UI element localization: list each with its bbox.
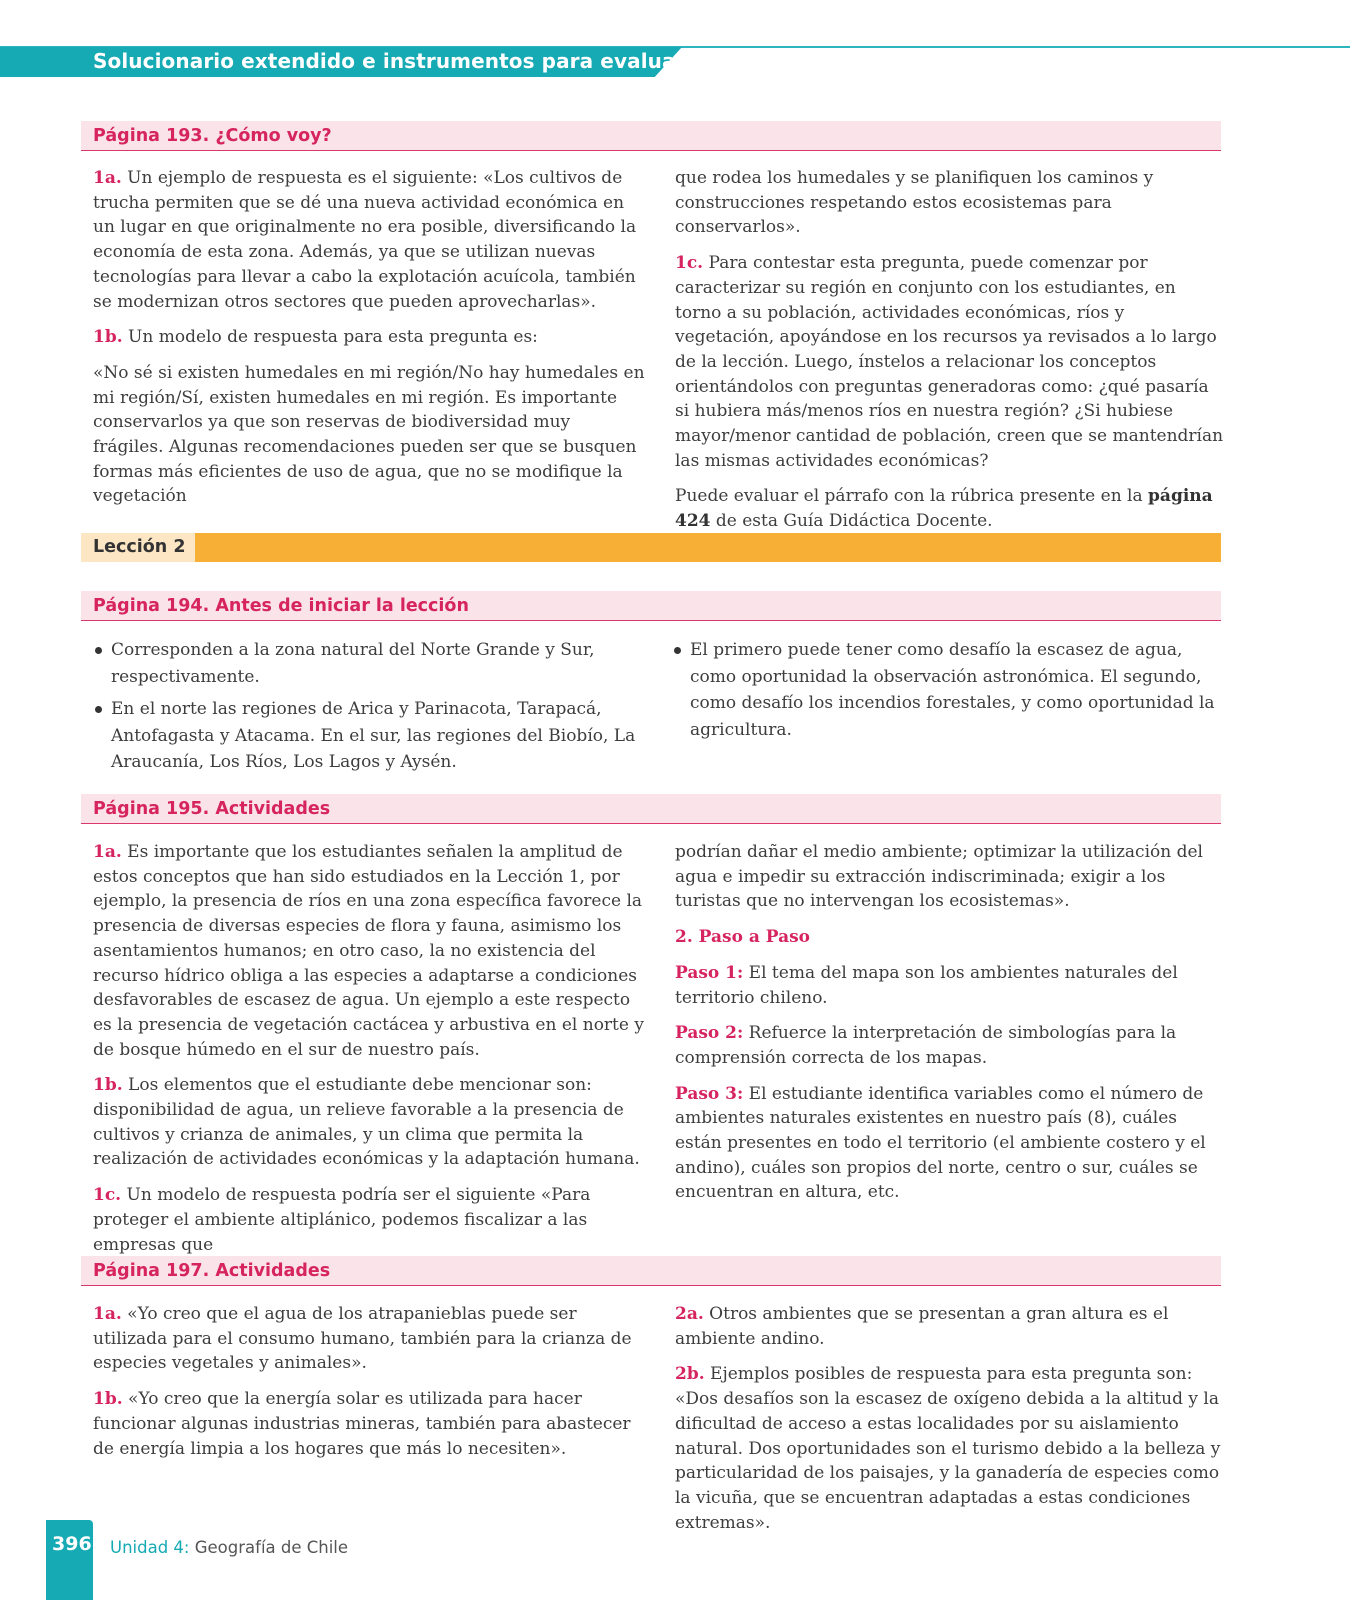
unit-title: Geografía de Chile xyxy=(189,1538,349,1557)
column-193-left xyxy=(93,166,645,520)
section-heading-193 xyxy=(81,121,1221,151)
page-number-tab xyxy=(46,1520,93,1600)
column-194-right xyxy=(672,637,1224,749)
answer-2a: 2a. Otros ambientes que se presentan a gran altura es el ambiente andino. xyxy=(675,1304,1169,1349)
answer-2b: 2b. Ejemplos posibles de respuesta para esta pregunta son: «Dos desafíos son la escasez de oxígeno debida a la altitud y la dificultad de acceso a estas localidades por su aislamiento natural. Dos oportunidades son el turismo debido a la belleza y particularidad de los paisajes, y la ganadería de especies como la vicuña, que se encuentran adaptadas a estas condiciones extremas». xyxy=(675,1364,1221,1533)
section-heading-text: Página 194. Antes de iniciar la lección xyxy=(93,596,469,616)
page-number: 396 xyxy=(52,1533,92,1555)
answer-1c: 1c. Para contestar esta pregunta, puede comenzar por caracterizar su región en conjunto con los estudiantes, en torno a su población, actividades económicas, ríos y vegetación, apoyándose en los recursos ya revisados a lo largo de la lección. Luego, ínstelos a relacionar los conceptos orientándolos con preguntas generadoras como: ¿qué pasaría si hubiera más/menos ríos en nuestra región? ¿Si hubiese mayor/menor cantidad de población, creen que se mantendrían las mismas actividades económicas? xyxy=(675,253,1224,471)
section-heading-text: Página 197. Actividades xyxy=(93,1261,331,1281)
answer-1c: 1c. Un modelo de respuesta podría ser el siguiente «Para proteger el ambiente altiplánico, podemos fiscalizar a las empresas que xyxy=(93,1185,591,1255)
step-3: Paso 3: El estudiante identifica variables como el número de ambientes naturales existentes en nuestro país (8), cuáles están presentes en todo el territorio (el ambiente costero y el andino), cuáles son propios del norte, centro o sur, cuáles se encuentran en altura, etc. xyxy=(675,1083,1206,1203)
column-195-right xyxy=(675,840,1227,1216)
section-heading-text: Página 193. ¿Cómo voy? xyxy=(93,126,332,146)
lesson-label-box xyxy=(81,533,195,562)
step-by-step-heading: 2. Paso a Paso xyxy=(675,927,811,948)
column-193-right xyxy=(675,166,1227,545)
answer-1b-quote: «No sé si existen humedales en mi región/No hay humedales en mi región/Sí, existen humedales en mi región. Es importante conservarlos ya que son reservas de biodiversidad muy frágiles. Algunas recomendaciones pueden ser que se busquen formas más eficientes de uso de agua, que no se modifique la vegetación xyxy=(93,362,645,507)
bullet-list xyxy=(672,637,1224,743)
column-197-right xyxy=(675,1302,1227,1546)
list-item: Corresponden a la zona natural del Norte Grande y Sur, respectivamente. xyxy=(93,637,645,690)
column-197-left xyxy=(93,1302,645,1472)
answer-1b: 1b. «Yo creo que la energía solar es utilizada para hacer funcionar algunas industrias mineras, también para abastecer de energía limpia a los hogares que más lo necesiten». xyxy=(93,1389,631,1459)
answer-1b-continued: que rodea los humedales y se planifiquen los caminos y construcciones respetando estos ecosistemas para conservarlos». xyxy=(675,168,1154,238)
section-heading-195 xyxy=(81,794,1221,824)
column-194-left xyxy=(93,637,645,782)
lesson-label: Lección 2 xyxy=(93,537,186,557)
step-2: Paso 2: Refuerce la interpretación de simbologías para la comprensión correcta de los mapas. xyxy=(675,1023,1177,1068)
unit-label xyxy=(110,1538,348,1557)
section-heading-text: Página 195. Actividades xyxy=(93,799,331,819)
page-reference: página 424 xyxy=(675,486,1213,532)
answer-1a: 1a. «Yo creo que el agua de los atrapanieblas puede ser utilizada para el consumo humano, también para la crianza de especies vegetales y animales». xyxy=(93,1304,632,1374)
unit-prefix: Unidad 4: xyxy=(110,1538,190,1557)
answer-1b: 1b. Un modelo de respuesta para esta pregunta es: xyxy=(93,327,538,348)
evaluation-note: Puede evaluar el párrafo con la rúbrica presente en la página 424 de esta Guía Didáctica Docente. xyxy=(675,486,1213,532)
answer-1c-continued: podrían dañar el medio ambiente; optimizar la utilización del agua e impedir su extracción indiscriminada; exigir a los turistas que no intervengan los ecosistemas». xyxy=(675,842,1203,912)
document-title: Solucionario extendido e instrumentos para evaluar xyxy=(93,49,686,73)
answer-1b: 1b. Los elementos que el estudiante debe mencionar son: disponibilidad de agua, un relieve favorable a la presencia de cultivos y crianza de animales, y un clima que permita la realización de actividades económicas y la adaptación humana. xyxy=(93,1075,640,1170)
answer-1a: 1a. Un ejemplo de respuesta es el siguiente: «Los cultivos de trucha permiten que se dé una nueva actividad económica en un lugar en que originalmente no era posible, diversificando la economía de esta zona. Además, ya que se utilizan nuevas tecnologías para llevar a cabo la explotación acuícola, también se modernizan otros sectores que pueden aprovecharlas». xyxy=(93,168,637,312)
step-1: Paso 1: El tema del mapa son los ambientes naturales del territorio chileno. xyxy=(675,962,1178,1008)
bullet-list xyxy=(93,637,645,776)
list-item: En el norte las regiones de Arica y Parinacota, Tarapacá, Antofagasta y Atacama. En el sur, las regiones del Biobío, La Araucanía, Los Ríos, Los Lagos y Aysén. xyxy=(93,696,645,776)
column-195-left xyxy=(93,840,645,1268)
section-heading-194 xyxy=(81,591,1221,621)
list-item: El primero puede tener como desafío la escasez de agua, como oportunidad la observación astronómica. El segundo, como desafío los incendios forestales, y como oportunidad la agricultura. xyxy=(672,637,1224,743)
answer-1a: 1a. Es importante que los estudiantes señalen la amplitud de estos conceptos que han sido estudiados en la Lección 1, por ejemplo, la presencia de ríos en una zona específica favorece la presencia de diversas especies de flora y fauna, asimismo los asentamientos humanos; en otro caso, la no existencia del recurso hídrico obliga a las especies a adaptarse a condiciones desfavorables de escasez de agua. Un ejemplo a este respecto es la presencia de vegetación cactácea y arbustiva en el norte y de bosque húmedo en el sur de nuestro país. xyxy=(93,842,644,1060)
lesson-band xyxy=(81,533,1221,562)
section-heading-197 xyxy=(81,1256,1221,1286)
